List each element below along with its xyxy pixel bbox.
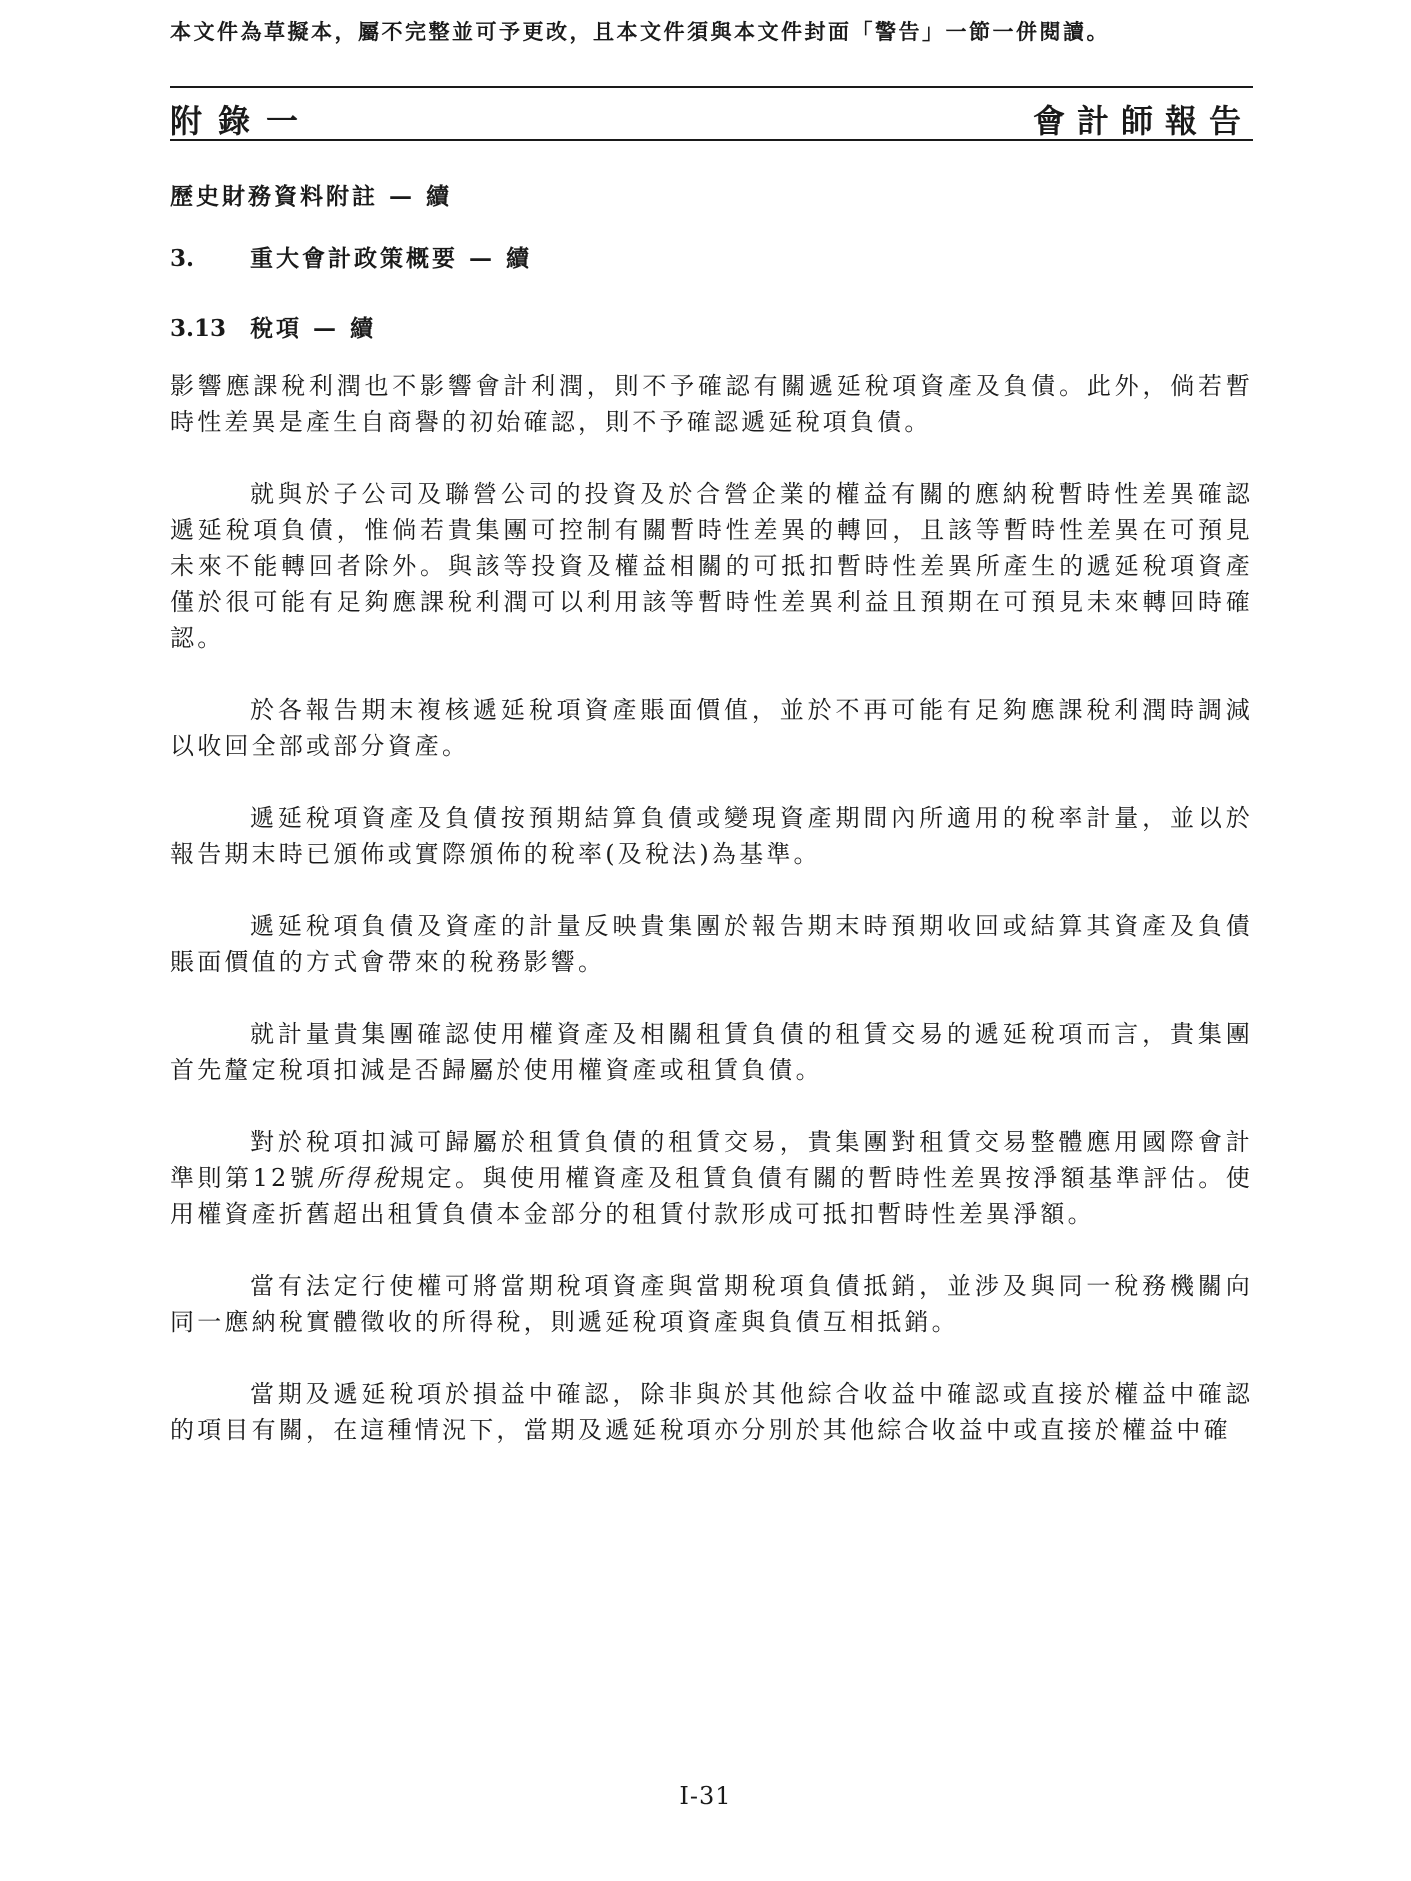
paragraph-lease-deduction [170, 1124, 1253, 1232]
paragraph-text: 對於稅項扣減可歸屬於租賃負債的租賃交易，貴集團對租賃交易整體應用國際會計準則第12號 [170, 1128, 1253, 1192]
header-rule-bottom [170, 139, 1253, 141]
paragraph: 當期及遞延稅項於損益中確認，除非與於其他綜合收益中確認或直接於權益中確認的項目有關，在這種情況下，當期及遞延稅項亦分別於其他綜合收益中或直接於權益中確 [170, 1380, 1253, 1444]
header-rule-top [170, 86, 1253, 88]
paragraph: 於各報告期末複核遞延稅項資產賬面價值，並於不再可能有足夠應課稅利潤時調減以收回全部或部分資產。 [170, 696, 1253, 760]
heading-title: 重大會計政策概要 — 續 [250, 245, 533, 272]
paragraph-text: 規定。與使用權資產及租賃負債有關的暫時性差異按淨額基準評估。使用權資產折舊超出租賃負債本金部分的租賃付款形成可抵扣暫時性差異淨額。 [170, 1164, 1254, 1228]
paragraph: 遞延稅項資產及負債按預期結算負債或變現資產期間內所適用的稅率計量，並以於報告期末時已頒佈或實際頒佈的稅率(及稅法)為基準。 [170, 804, 1253, 868]
body-text [170, 368, 1253, 1484]
paragraph: 就計量貴集團確認使用權資產及相關租賃負債的租賃交易的遞延稅項而言，貴集團首先釐定稅項扣減是否歸屬於使用權資產或租賃負債。 [170, 1020, 1253, 1084]
appendix-label: 附錄一 [170, 102, 315, 140]
heading-significant-policies [170, 240, 532, 273]
report-title: 會計師報告 [1032, 102, 1253, 140]
page-number: I-31 [679, 1782, 732, 1810]
paragraph: 遞延稅項負債及資產的計量反映貴集團於報告期末時預期收回或結算其資產及負債賬面價值的方式會帶來的稅務影響。 [170, 912, 1253, 976]
heading-taxation [170, 310, 376, 343]
heading-number: 3.13 [170, 315, 227, 342]
heading-title: 稅項 — 續 [250, 315, 377, 342]
paragraph: 影響應課稅利潤也不影響會計利潤，則不予確認有關遞延稅項資產及負債。此外，倘若暫時性差異是產生自商譽的初始確認，則不予確認遞延稅項負債。 [170, 372, 1253, 436]
paragraph: 就與於子公司及聯營公司的投資及於合營企業的權益有關的應納稅暫時性差異確認遞延稅項負債，惟倘若貴集團可控制有關暫時性差異的轉回，且該等暫時性差異在可預見未來不能轉回者除外。與該等投資及權益相關的可抵扣暫時性差異所產生的遞延稅項資產僅於很可能有足夠應課稅利潤可以利用該等暫時性差異利益且預期在可預見未來轉回時確認。 [170, 480, 1253, 652]
paragraph: 當有法定行使權可將當期稅項資產與當期稅項負債抵銷，並涉及與同一稅務機關向同一應納稅實體徵收的所得稅，則遞延稅項資產與負債互相抵銷。 [170, 1272, 1253, 1336]
section-heading: 歷史財務資料附註 — 續 [170, 183, 453, 210]
heading-number: 3. [170, 245, 195, 272]
draft-notice: 本文件為草擬本，屬不完整並可予更改，且本文件須與本文件封面「警告」一節一併閱讀。 [170, 19, 1110, 44]
standard-title-italic: 所得稅 [317, 1164, 400, 1192]
